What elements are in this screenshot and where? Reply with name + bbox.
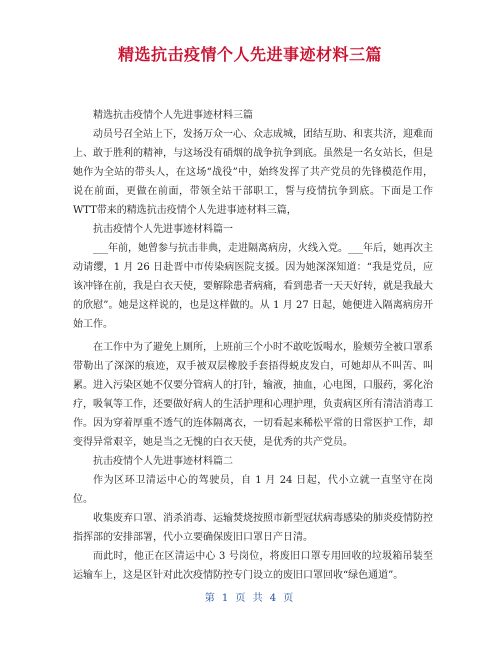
document-title: 精选抗击疫情个人先进事迹材料三篇 [117,45,382,64]
body-paragraph: 在工作中为了避免上厕所，上班前三个小时不敢吃饭喝水，脸颊劳全被口罩系带勒出了深深的痕迹，双手被双层橡胶手套捂得蜕皮发白，可她却从不叫苦、叫累。进入污染区她不仅要分管病人的打针，输液，抽血，心电图，口服药，雾化治疗，吸氧等工作，还要做好病人的生活护理和心理护理，负责病区所有清洁消毒工作。因为穿着厚重不透气的连体隔离衣，一切看起来稀松平常的日常医护工作，却变得异常艰辛，她是当之无愧的白衣天使，是优秀的共产党员。 [73,342,433,448]
page-footer: 第 1 页 共 4 页 [204,593,296,604]
body-paragraph: 收集废弃口罩、消杀消毒、运输焚烧按照市新型冠状病毒感染的肺炎疫情防控指挥部的安排部署，代小立要确保废旧口罩日产日清。 [73,513,433,543]
document-body [73,106,433,585]
body-paragraph: 而此时，他正在区清运中心 3 号岗位，将废旧口罩专用回收的垃圾箱吊装至运输车上，这是区针对此次疫情防控专门设立的废旧口罩回收“绿色通道”。 [73,551,433,581]
subheading-main: 精选抗击疫情个人先进事迹材料三篇 [93,110,253,121]
subheading-part-one: 抗击疫情个人先进事迹材料篇一 [93,224,233,235]
body-paragraph: 动员号召全站上下，发扬万众一心、众志成城，团结互助、和衷共济，迎难而上、敢于胜利的精神，与这场没有硝烟的战争抗争到底。虽然是一名女站长，但是她作为全站的带头人，在这场“战役”中，始终发挥了共产党员的先锋模范作用，说在前面，更做在前面，带领全站干部职工，誓与疫情抗争到底。下面是工作WTT带来的精选抗击疫情个人先进事迹材料三篇， [73,129,433,216]
body-paragraph: ___年前，她曾参与抗击非典，走进隔离病房，火线入党。___年后，她再次主动请缨，1 月 26 日赴晋中市传染病医院支援。因为她深深知道：“我是党员，应该冲锋在前，我是白衣天使，要解除患者病痛，看到患者一天天好转，就是我最大的欣慰”。她是这样说的，也是这样做的。从 1 月 27 日起，她便进入隔离病房开始工作。 [73,243,433,330]
body-paragraph: 作为区环卫清运中心的驾驶员，自 1 月 24 日起，代小立就一直坚守在岗位。 [73,475,433,505]
subheading-part-two: 抗击疫情个人先进事迹材料篇二 [93,456,233,467]
